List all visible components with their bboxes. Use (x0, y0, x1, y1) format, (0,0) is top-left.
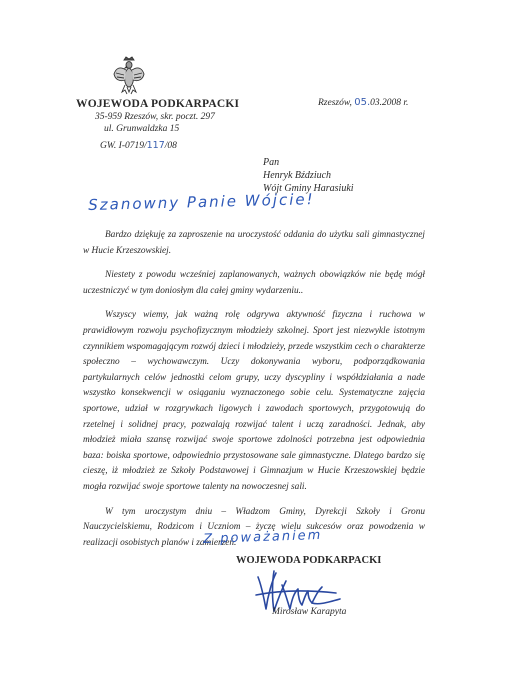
signatory-name: Mirosław Karapyta (272, 607, 347, 617)
reference-number (100, 140, 177, 151)
reference-handwritten: 117 (146, 140, 165, 151)
recipient-line-1: Pan (263, 157, 280, 168)
paragraph-1: Bardzo dziękuję za zaproszenie na uroczystość oddania do użytku sali gimnastycznej w Hucie Krzeszowskiej. (83, 230, 425, 256)
reference-prefix: GW. I-0719/ (100, 141, 147, 151)
signature-title: WOJEWODA PODKARPACKI (236, 555, 382, 566)
paragraph-3: Wszyscy wiemy, jak ważną rolę odgrywa aktywność fizyczna i ruchowa w prawidłowym rozwoju psychofizycznym młodzieży szkolnej. Sport jest niezwykle istotnym czynnikiem wspomagającym rozwój dzieci i młodzieży, przede wszystkim cech o charakterze społeczno – wychowawczym. Uczy dokonywania wyboru, podporządkowania partykularnych celów jednostki celom grupy, uczy dyscypliny i współdziałania a nade wszystko konsekwencji w osiąganiu wyznaczonego sobie celu. Systematyczne zajęcia sportowe, udział w rozgrywkach ligowych i zawodach sportowych, przygotowują do rzetelnej i solidnej pracy, pozwalają rozwijać talent i uczą zaradności. Jednak, aby młodzież miała szansę rozwijać swoje sportowe zdolności potrzebna jest odpowiednia baza: boiska sportowe, odpowiednio przystosowane sale gimnastyczne. Dlatego bardzo się cieszę, iż młodzież ze Szkoły Podstawowej i Gimnazjum w Hucie Krzeszowskiej będzie mogła rozwijać swoje sportowe talenty na nowoczesnej sali. (83, 310, 425, 492)
handwritten-greeting: Szanowny Panie Wójcie! (88, 190, 315, 214)
eagle-emblem-icon (112, 56, 146, 96)
date-place: Rzeszów, (318, 98, 352, 108)
address-line-1: 35-959 Rzeszów, skr. poczt. 297 (95, 112, 215, 122)
date-line (318, 97, 408, 108)
address-line-2: ul. Grunwaldzka 15 (104, 124, 180, 134)
reference-suffix: /08 (164, 141, 177, 151)
organization-name: WOJEWODA PODKARPACKI (76, 98, 240, 110)
recipient-line-3: Wójt Gminy Harasiuki (263, 183, 354, 194)
recipient-line-2: Henryk Bździuch (263, 170, 332, 181)
paragraph-2: Niestety z powodu wcześniej zaplanowanych, ważnych obowiązków nie będę mógł uczestniczyć w tym doniosłym dla całej gminy wydarzeniu.. (83, 270, 425, 296)
handwritten-closing: Z poważaniem (203, 527, 323, 547)
date-handwritten-day: 05. (354, 97, 371, 108)
paragraph-4: W tym uroczystym dniu – Władzom Gminy, Dyrekcji Szkoły i Gronu Nauczycielskiemu, Rodzicom i Uczniom – życzę wielu sukcesów oraz powodzenia w realizacji osobistych planów i zamierzeń. (83, 506, 425, 548)
date-printed: 03.2008 r. (370, 98, 409, 108)
letter-body (83, 228, 425, 560)
